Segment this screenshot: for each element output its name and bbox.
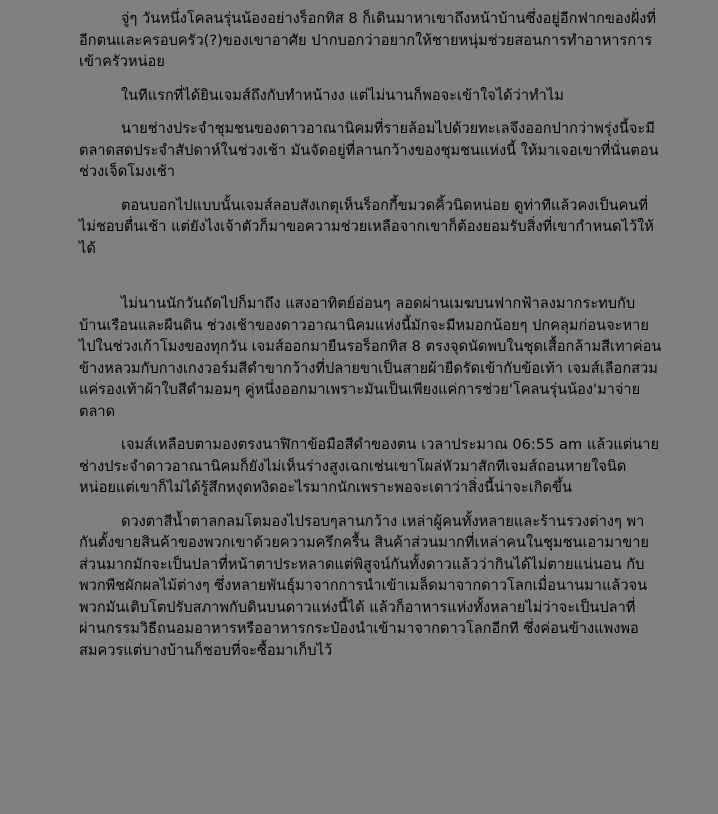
- story-paragraph-3: นายช่างประจำชุมชนของดาวอาณานิคมที่รายล้อมไปด้วยทะเลจึงออกปากว่าพรุ่งนี้จะมีตลาดสดประจำสัปดาห์ในช่วงเช้า มันจัดอยู่ที่ลานกว้างของชุมชนแห่งนี้ ให้มาเจอเขาที่นั่นตอนช่วงเจ็ดโมงเช้า: [79, 120, 659, 180]
- story-paragraph-6: เจมส์เหลือบตามองตรงนาฬิกาข้อมือสีดำของตน เวลาประมาณ 06:55 am แล้วแต่นายช่างประจำดาวอาณานิคมก็ยังไม่เห็นร่างสูงเฉกเช่นเขาโผล่หัวมาสักทีเจมส์ถอนหายใจนิดหน่อยแต่เขาก็ไม่ได้รู้สึกหงุดหงิดอะไรมากนักเพราะพอจะเดาว่าสิ่งนี้น่าจะเกิดขึ้น: [79, 436, 660, 496]
- story-paragraph-1: จู่ๆ วันหนึ่งโคลนรุ่นน้องอย่างร็อกทิส 8 ก็เดินมาหาเขาถึงหน้าบ้านซึ่งอยู่อีกฟากของฝั่งที่อีกตนและครอบครัว(?)ของเขาอาศัย ปากบอกว่าอยากให้ชายหนุ่มช่วยสอนการทำอาหารการเข้าครัวหน่อย: [79, 10, 657, 70]
- story-paragraph-7: ดวงตาสีน้ำตาลกลมโตมองไปรอบๆลานกว้าง เหล่าผู้คนทั้งหลายและร้านรวงต่างๆ พากันตั้งขายสินค้าของพวกเขาด้วยความครึกครื้น สินค้าส่วนมากที่เหล่าคนในชุมชนเอามาขายส่วนมากมักจะเป็นปลาที่หน้าตาประหลาดแต่พิสูจน์กันทั้งดาวแล้วว่ากินได้ไม่ตายแน่นอน กับพวกพืชผักผลไม้ต่างๆ ซึ่งหลายพันธุ์มาจากการนำเข้าเมล็ดมาจากดาวโลกเมื่อนานมาแล้วจนพวกมันเติบโตปรับสภาพกับดินบนดาวแห่งนี้ได้ แล้วก็อาหารแห่งทั้งหลายไม่ว่าจะเป็นปลาที่ผ่านกรรมวิธีถนอมอาหารหรืออาหารกระป๋องนำเข้ามาจากดาวโลกอีกที ซึ่งค่อนข้างแพงพอสมควรแต่บางบ้านก็ชอบที่จะซื้อมาเก็บไว้: [79, 512, 649, 659]
- story-paragraph-2: ในทีแรกที่ได้ยินเจมส์ถึงกับทำหน้างง แต่ไม่นานก็พอจะเข้าใจได้ว่าทำไม: [121, 86, 564, 104]
- story-paragraph-5: ไม่นานนักวันถัดไปก็มาถึง แสงอาทิตย์อ่อนๆ ลอดผ่านเมฆบนฟากฟ้าลงมากระทบกับบ้านเรือนและผืนดิน ช่วงเช้าของดาวอาณานิคมแห่งนี้มักจะมีหมอกน้อยๆ ปกคลุมก่อนจะหายไปในช่วงเก้าโมงของทุกวัน เจมส์ออกมายืนรอร็อกทิส 8 ตรงจุดนัดพบในชุดเสื้อกล้ามสีเทาค่อนข้างหลวมกับกางเกงวอร์มสีดำขากว้างที่ปลายขาเป็นสายผ้ายืดรัดเข้ากับข้อเท้า เจมส์เลือกสวมแค่รองเท้าผ้าใบสีดำมอมๆ คู่หนึ่งออกมาเพราะมันเป็นเพียงแค่การช่วย'โคลนรุ่นน้อง'มาจ่ายตลาด: [79, 295, 662, 420]
- story-paragraph-4: ตอนบอกไปแบบนั้นเจมส์ลอบสังเกตุเห็นร็อกกี้ขมวดคิ้วนิดหน่อย ดูท่าทีแล้วคงเป็นคนที่ไม่ชอบตื่นเช้า แต่ยังไงเจ้าตัวก็มาขอความช่วยเหลือจากเขาก็ต้องยอมรับสิ่งที่เขากำหนดไว้ให้ได้: [79, 196, 654, 257]
